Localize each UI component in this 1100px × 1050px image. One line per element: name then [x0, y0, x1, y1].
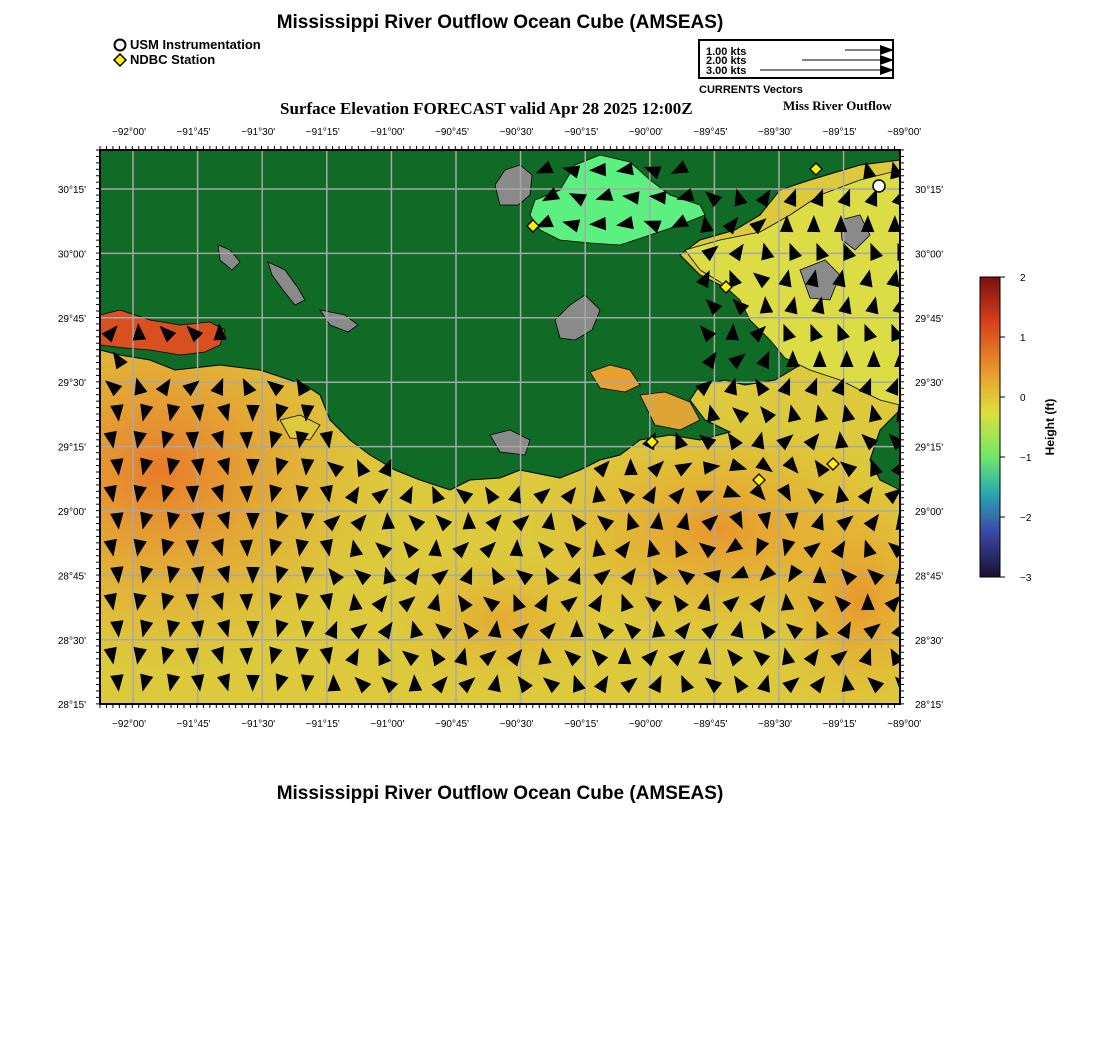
lon-label-top: −89°15'	[822, 127, 857, 138]
lon-label-top: −91°30'	[241, 127, 276, 138]
lon-label-top: −91°00'	[370, 127, 405, 138]
legend-ndbc-label: NDBC Station	[130, 52, 216, 67]
latitude-labels-right	[915, 185, 943, 711]
colorbar-tick-label: −1	[1020, 453, 1032, 464]
lon-label-top: −91°15'	[305, 127, 340, 138]
lat-label-right: 29°15'	[915, 442, 944, 454]
lon-label-top: −89°30'	[758, 127, 792, 138]
colorbar-tick-label: −2	[1020, 513, 1032, 524]
lat-label-right: 30°15'	[915, 185, 944, 196]
colorbar-tick-label: 2	[1020, 273, 1026, 284]
lon-label-bottom: −89°00'	[887, 719, 922, 730]
lon-label-top: −90°00'	[628, 127, 663, 138]
lat-label-right: 29°30'	[915, 378, 944, 390]
lat-label-right: 29°45'	[915, 313, 944, 325]
lat-label-left: 28°15'	[57, 700, 86, 711]
lon-label-bottom: −92°00'	[112, 719, 146, 730]
lon-label-top: −89°00'	[887, 127, 922, 138]
colorbar-ticks	[1000, 273, 1032, 584]
legend-usm-label: USM Instrumentation	[130, 37, 261, 52]
lon-label-bottom: −90°45'	[435, 719, 469, 730]
longitude-labels-top	[112, 127, 921, 138]
lon-label-bottom: −89°45'	[693, 719, 728, 730]
bottom-title: Mississippi River Outflow Ocean Cube (AMSEAS)	[276, 783, 724, 804]
colorbar-tick-label: −3	[1020, 573, 1032, 584]
lon-label-top: −90°15'	[564, 127, 599, 138]
lon-label-bottom: −91°30'	[241, 719, 276, 730]
latitude-labels-left	[58, 185, 86, 711]
lat-label-left: 30°15'	[57, 185, 86, 196]
usm-marker	[873, 180, 885, 192]
lon-label-top: −89°45'	[693, 127, 728, 138]
lon-label-bottom: −91°45'	[176, 719, 211, 730]
map-subtitle: Surface Elevation FORECAST valid Apr 28 2025 12:00Z	[280, 99, 693, 118]
vector-key-2kt: 2.00 kts	[706, 55, 747, 67]
lon-label-top: −90°30'	[499, 127, 534, 138]
lon-label-top: −91°45'	[176, 127, 211, 138]
lat-label-right: 29°00'	[915, 507, 944, 518]
lat-label-left: 30°00'	[57, 249, 86, 261]
lat-label-left: 28°45'	[57, 571, 86, 583]
lon-label-bottom: −91°00'	[370, 719, 405, 730]
lon-label-bottom: −89°15'	[822, 719, 857, 730]
lon-label-top: −92°00'	[112, 127, 146, 138]
lon-label-top: −90°45'	[435, 127, 469, 138]
lon-label-bottom: −90°30'	[499, 719, 534, 730]
lat-label-right: 28°45'	[915, 571, 944, 583]
lon-label-bottom: −90°00'	[628, 719, 663, 730]
colorbar-tick-label: 0	[1020, 393, 1026, 404]
colorbar-tick-label: 1	[1020, 333, 1026, 344]
lon-label-bottom: −89°30'	[758, 719, 792, 730]
lat-label-left: 29°45'	[57, 313, 86, 325]
vector-key-caption: CURRENTS Vectors	[699, 84, 803, 96]
lat-label-left: 28°30'	[57, 635, 86, 647]
colorbar	[980, 277, 1000, 577]
vector-key-3kt: 3.00 kts	[706, 65, 747, 77]
lon-label-bottom: −90°15'	[564, 719, 599, 730]
longitude-labels-bottom	[112, 719, 921, 730]
lat-label-left: 29°30'	[57, 378, 86, 390]
lat-label-left: 29°00'	[57, 507, 86, 518]
colorbar-label: Height (ft)	[1043, 398, 1057, 456]
region-label: Miss River Outflow	[783, 98, 892, 113]
lat-label-right: 30°00'	[915, 249, 944, 261]
lat-label-right: 28°30'	[915, 635, 944, 647]
lat-label-left: 29°15'	[57, 442, 86, 454]
vector-key-1kt: 1.00 kts	[706, 46, 747, 58]
lat-label-right: 28°15'	[915, 700, 944, 711]
main-title: Mississippi River Outflow Ocean Cube (AMSEAS)	[276, 12, 724, 33]
lon-label-bottom: −91°15'	[305, 719, 340, 730]
